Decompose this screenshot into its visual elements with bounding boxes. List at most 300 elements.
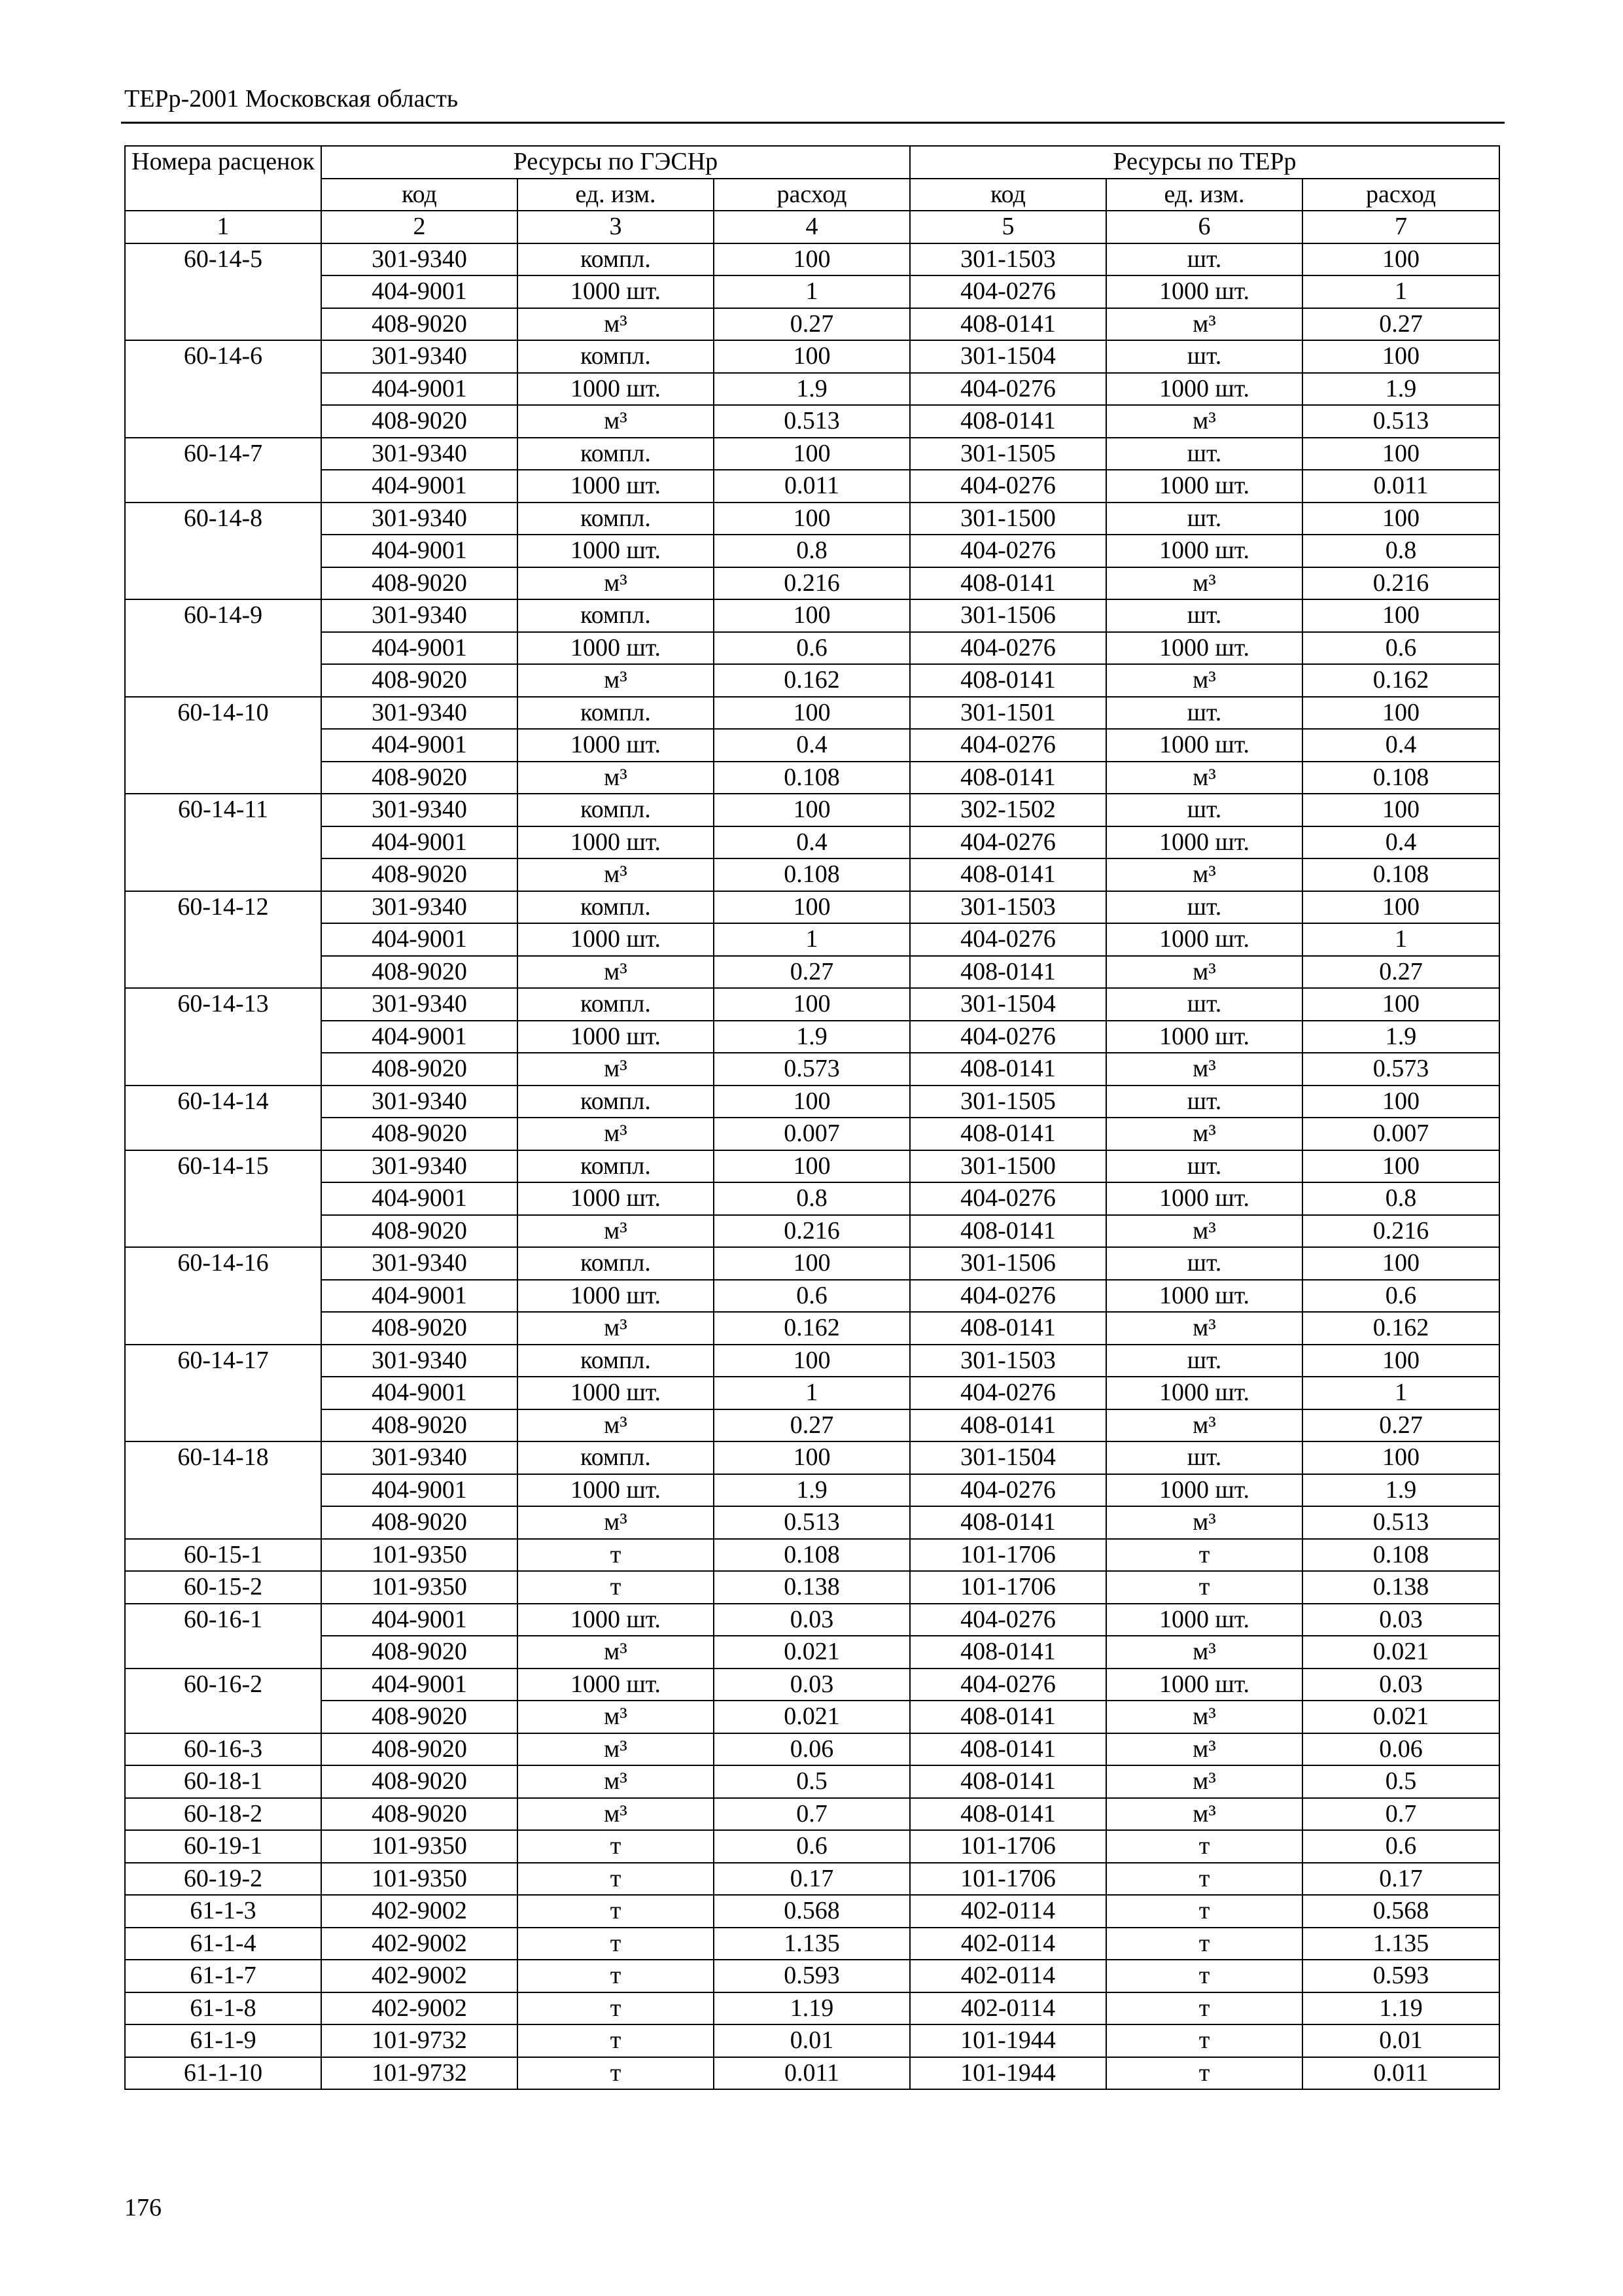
rate-number-cell: 60-18-1 [125,1765,321,1798]
header-divider [121,122,1505,124]
terr-code-cell: 404-0276 [910,1021,1106,1053]
gesn-code-cell: 408-9020 [321,1312,517,1345]
resources-table-body [125,146,1499,2089]
terr-consumption-cell: 0.4 [1302,729,1499,762]
terr-unit-cell: 1000 шт. [1106,1021,1302,1053]
terr-consumption-cell: 0.7 [1302,1798,1499,1831]
gesn-unit-cell: м³ [517,1409,714,1442]
terr-code-cell: 402-0114 [910,1992,1106,2025]
gesn-unit-cell: 1000 шт. [517,1377,714,1409]
gesn-unit-cell: компл. [517,891,714,924]
gesn-consumption-cell: 1 [714,923,910,956]
gesn-consumption-cell: 0.03 [714,1604,910,1636]
terr-unit-cell: 1000 шт. [1106,1182,1302,1215]
gesn-consumption-cell: 1.135 [714,1928,910,1960]
terr-consumption-cell: 0.8 [1302,535,1499,567]
gesn-unit-cell: 1000 шт. [517,275,714,308]
terr-unit-cell: шт. [1106,1441,1302,1474]
terr-consumption-cell: 100 [1302,503,1499,535]
terr-code-cell: 408-0141 [910,1506,1106,1539]
rate-number-cell: 60-14-16 [125,1247,321,1345]
rate-number-cell: 60-14-5 [125,243,321,341]
table-row [125,243,1499,276]
gesn-consumption-cell: 100 [714,503,910,535]
gesn-consumption-cell: 100 [714,340,910,373]
gesn-code-cell: 408-9020 [321,405,517,438]
gesn-code-cell: 301-9340 [321,1441,517,1474]
gesn-unit-cell: компл. [517,503,714,535]
terr-consumption-cell: 100 [1302,599,1499,632]
terr-code-cell: 408-0141 [910,956,1106,989]
gesn-unit-cell: т [517,1539,714,1572]
terr-unit-cell: 1000 шт. [1106,1377,1302,1409]
gesn-code-cell: 408-9020 [321,956,517,989]
gesn-code-cell: 301-9340 [321,340,517,373]
gesn-consumption-cell: 0.216 [714,567,910,600]
terr-consumption-cell: 100 [1302,697,1499,730]
rate-number-cell: 61-1-8 [125,1992,321,2025]
terr-consumption-cell: 100 [1302,243,1499,276]
rate-number-cell: 60-18-2 [125,1798,321,1831]
gesn-code-cell: 408-9020 [321,1636,517,1669]
terr-unit-cell: шт. [1106,1247,1302,1280]
terr-unit-cell: шт. [1106,1086,1302,1118]
gesn-unit-header: ед. изм. [517,179,714,211]
terr-resources-header: Ресурсы по ТЕРр [910,146,1499,179]
terr-code-cell: 101-1944 [910,2024,1106,2057]
table-row [125,1895,1499,1928]
gesn-code-cell: 301-9340 [321,438,517,470]
terr-consumption-cell: 0.216 [1302,1215,1499,1248]
table-row [125,1798,1499,1831]
gesn-code-cell: 301-9340 [321,599,517,632]
table-row [125,275,1499,308]
terr-code-cell: 301-1503 [910,1345,1106,1377]
table-row [125,405,1499,438]
terr-consumption-cell: 0.4 [1302,826,1499,859]
gesn-consumption-cell: 0.27 [714,1409,910,1442]
table-row [125,826,1499,859]
terr-code-cell: 101-1706 [910,1830,1106,1863]
table-row [125,1182,1499,1215]
terr-consumption-cell: 0.513 [1302,1506,1499,1539]
terr-code-cell: 408-0141 [910,405,1106,438]
terr-code-cell: 301-1500 [910,1150,1106,1183]
gesn-unit-cell: компл. [517,794,714,826]
gesn-unit-cell: м³ [517,664,714,697]
terr-code-cell: 301-1500 [910,503,1106,535]
terr-consumption-cell: 1.19 [1302,1992,1499,2025]
gesn-consumption-cell: 0.4 [714,729,910,762]
terr-consumption-cell: 0.021 [1302,1701,1499,1733]
gesn-code-cell: 301-9340 [321,243,517,276]
terr-unit-cell: т [1106,1960,1302,1992]
gesn-unit-cell: т [517,1928,714,1960]
gesn-consumption-cell: 100 [714,1086,910,1118]
rate-number-cell: 60-14-11 [125,794,321,891]
terr-code-cell: 301-1505 [910,438,1106,470]
gesn-code-cell: 408-9020 [321,1506,517,1539]
gesn-consumption-cell: 0.162 [714,664,910,697]
terr-consumption-cell: 0.27 [1302,308,1499,341]
gesn-consumption-cell: 0.573 [714,1053,910,1086]
terr-unit-cell: м³ [1106,1053,1302,1086]
gesn-unit-cell: т [517,1863,714,1896]
rate-number-cell: 61-1-9 [125,2024,321,2057]
terr-unit-cell: м³ [1106,308,1302,341]
terr-code-cell: 404-0276 [910,923,1106,956]
terr-consumption-cell: 0.108 [1302,1539,1499,1572]
terr-code-cell: 404-0276 [910,1280,1106,1313]
table-row [125,599,1499,632]
gesn-code-cell: 408-9020 [321,858,517,891]
gesn-unit-cell: 1000 шт. [517,1021,714,1053]
gesn-unit-cell: 1000 шт. [517,1604,714,1636]
terr-unit-cell: т [1106,1895,1302,1928]
terr-unit-cell: т [1106,2024,1302,2057]
terr-code-cell: 408-0141 [910,1701,1106,1733]
table-row [125,1247,1499,1280]
gesn-code-cell: 402-9002 [321,1960,517,1992]
terr-code-cell: 404-0276 [910,470,1106,503]
gesn-consumption-cell: 0.6 [714,1280,910,1313]
terr-consumption-cell: 0.6 [1302,1830,1499,1863]
gesn-code-cell: 404-9001 [321,729,517,762]
terr-unit-cell: 1000 шт. [1106,470,1302,503]
rate-number-cell: 61-1-3 [125,1895,321,1928]
terr-unit-cell: шт. [1106,340,1302,373]
gesn-unit-cell: компл. [517,988,714,1021]
column-number: 3 [517,211,714,243]
gesn-consumption-cell: 0.01 [714,2024,910,2057]
gesn-code-cell: 301-9340 [321,1150,517,1183]
terr-unit-cell: шт. [1106,988,1302,1021]
gesn-consumption-cell: 100 [714,1441,910,1474]
terr-consumption-cell: 100 [1302,988,1499,1021]
gesn-consumption-cell: 100 [714,1150,910,1183]
gesn-unit-cell: компл. [517,697,714,730]
terr-unit-cell: м³ [1106,858,1302,891]
terr-code-cell: 408-0141 [910,858,1106,891]
table-row [125,1312,1499,1345]
gesn-code-cell: 404-9001 [321,535,517,567]
rate-number-cell: 61-1-4 [125,1928,321,1960]
terr-unit-cell: т [1106,2057,1302,2090]
gesn-code-header: код [321,179,517,211]
terr-consumption-cell: 0.138 [1302,1571,1499,1604]
gesn-unit-cell: компл. [517,1247,714,1280]
gesn-unit-cell: м³ [517,1053,714,1086]
terr-consumption-cell: 1.135 [1302,1928,1499,1960]
gesn-consumption-cell: 0.011 [714,2057,910,2090]
terr-code-cell: 404-0276 [910,1604,1106,1636]
gesn-code-cell: 408-9020 [321,762,517,794]
column-number: 2 [321,211,517,243]
column-number: 1 [125,211,321,243]
table-row [125,697,1499,730]
gesn-code-cell: 301-9340 [321,1086,517,1118]
terr-code-cell: 408-0141 [910,1215,1106,1248]
terr-code-cell: 301-1505 [910,1086,1106,1118]
terr-code-cell: 302-1502 [910,794,1106,826]
terr-unit-cell: шт. [1106,697,1302,730]
table-row [125,1960,1499,1992]
terr-unit-cell: т [1106,1863,1302,1896]
terr-consumption-cell: 0.162 [1302,664,1499,697]
terr-unit-cell: м³ [1106,1765,1302,1798]
terr-unit-cell: м³ [1106,1733,1302,1766]
rate-number-cell: 60-14-10 [125,697,321,794]
gesn-unit-cell: 1000 шт. [517,632,714,665]
terr-code-cell: 404-0276 [910,632,1106,665]
terr-consumption-cell: 0.17 [1302,1863,1499,1896]
rate-number-cell: 60-14-13 [125,988,321,1086]
column-numbers-row [125,211,1499,243]
terr-consumption-cell: 0.021 [1302,1636,1499,1669]
terr-consumption-cell: 1.9 [1302,1474,1499,1507]
gesn-code-cell: 408-9020 [321,1409,517,1442]
gesn-consumption-cell: 0.6 [714,1830,910,1863]
rate-number-cell: 60-14-6 [125,340,321,438]
terr-consumption-cell: 100 [1302,1441,1499,1474]
terr-consumption-cell: 100 [1302,891,1499,924]
table-row [125,1830,1499,1863]
terr-code-cell: 402-0114 [910,1895,1106,1928]
rate-number-cell: 60-16-3 [125,1733,321,1766]
terr-code-cell: 404-0276 [910,1377,1106,1409]
terr-unit-cell: м³ [1106,1636,1302,1669]
gesn-consumption-cell: 0.162 [714,1312,910,1345]
terr-unit-cell: 1000 шт. [1106,275,1302,308]
gesn-code-cell: 404-9001 [321,1280,517,1313]
gesn-consumption-cell: 0.03 [714,1669,910,1701]
gesn-unit-cell: м³ [517,956,714,989]
gesn-code-cell: 101-9350 [321,1863,517,1896]
gesn-code-cell: 404-9001 [321,923,517,956]
gesn-unit-cell: м³ [517,567,714,600]
terr-unit-cell: шт. [1106,1150,1302,1183]
column-number: 4 [714,211,910,243]
gesn-code-cell: 101-9732 [321,2057,517,2090]
table-row [125,340,1499,373]
resources-table [124,145,1500,2090]
terr-code-cell: 408-0141 [910,1053,1106,1086]
gesn-code-cell: 404-9001 [321,1669,517,1701]
terr-unit-cell: т [1106,1539,1302,1572]
table-row [125,373,1499,406]
table-row [125,470,1499,503]
gesn-unit-cell: м³ [517,1636,714,1669]
terr-unit-cell: 1000 шт. [1106,1280,1302,1313]
gesn-consumption-cell: 0.513 [714,1506,910,1539]
table-row [125,1086,1499,1118]
terr-unit-cell: 1000 шт. [1106,826,1302,859]
table-row [125,1474,1499,1507]
rate-number-cell: 60-14-18 [125,1441,321,1539]
terr-consumption-cell: 0.593 [1302,1960,1499,1992]
rate-number-cell: 60-15-1 [125,1539,321,1572]
terr-unit-cell: шт. [1106,891,1302,924]
terr-code-cell: 408-0141 [910,567,1106,600]
gesn-consumption-cell: 0.5 [714,1765,910,1798]
gesn-code-cell: 404-9001 [321,470,517,503]
terr-consumption-cell: 0.011 [1302,2057,1499,2090]
terr-consumption-cell: 0.6 [1302,1280,1499,1313]
terr-consumption-cell: 0.5 [1302,1765,1499,1798]
gesn-consumption-cell: 100 [714,697,910,730]
gesn-consumption-cell: 0.06 [714,1733,910,1766]
terr-consumption-cell: 0.06 [1302,1733,1499,1766]
table-row [125,664,1499,697]
gesn-code-cell: 408-9020 [321,1701,517,1733]
gesn-unit-cell: 1000 шт. [517,1280,714,1313]
rate-number-cell: 60-16-1 [125,1604,321,1669]
gesn-unit-cell: т [517,1571,714,1604]
table-row [125,923,1499,956]
table-row [125,794,1499,826]
terr-unit-cell: м³ [1106,1215,1302,1248]
gesn-code-cell: 404-9001 [321,1021,517,1053]
terr-code-cell: 408-0141 [910,1798,1106,1831]
gesn-consumption-cell: 0.513 [714,405,910,438]
gesn-code-cell: 408-9020 [321,567,517,600]
gesn-unit-cell: м³ [517,1765,714,1798]
terr-code-cell: 408-0141 [910,1312,1106,1345]
header-row-1 [125,146,1499,179]
column-number: 6 [1106,211,1302,243]
gesn-consumption-cell: 0.216 [714,1215,910,1248]
rate-number-cell: 60-19-2 [125,1863,321,1896]
terr-code-cell: 101-1944 [910,2057,1106,2090]
gesn-unit-cell: м³ [517,1798,714,1831]
gesn-unit-cell: м³ [517,1733,714,1766]
gesn-unit-cell: м³ [517,1215,714,1248]
terr-unit-cell: шт. [1106,438,1302,470]
terr-consumption-cell: 0.8 [1302,1182,1499,1215]
terr-consumption-cell: 100 [1302,1247,1499,1280]
terr-unit-cell: 1000 шт. [1106,1669,1302,1701]
terr-unit-cell: т [1106,1992,1302,2025]
gesn-consumption-cell: 0.27 [714,308,910,341]
gesn-consumption-cell: 0.8 [714,1182,910,1215]
terr-unit-cell: м³ [1106,1312,1302,1345]
gesn-unit-cell: м³ [517,1701,714,1733]
gesn-code-cell: 402-9002 [321,1992,517,2025]
terr-unit-cell: шт. [1106,1345,1302,1377]
terr-unit-cell: м³ [1106,567,1302,600]
terr-code-cell: 404-0276 [910,535,1106,567]
rate-number-cell: 61-1-7 [125,1960,321,1992]
gesn-consumption-cell: 0.108 [714,762,910,794]
gesn-consumption-header: расход [714,179,910,211]
terr-code-cell: 408-0141 [910,308,1106,341]
gesn-code-cell: 404-9001 [321,632,517,665]
gesn-unit-cell: т [517,1895,714,1928]
gesn-code-cell: 408-9020 [321,664,517,697]
terr-unit-cell: 1000 шт. [1106,1604,1302,1636]
gesn-code-cell: 101-9350 [321,1539,517,1572]
terr-unit-cell: 1000 шт. [1106,535,1302,567]
terr-consumption-cell: 0.162 [1302,1312,1499,1345]
table-row [125,2024,1499,2057]
table-row [125,1021,1499,1053]
terr-consumption-header: расход [1302,179,1499,211]
terr-consumption-cell: 1 [1302,275,1499,308]
terr-unit-cell: м³ [1106,664,1302,697]
table-row [125,729,1499,762]
terr-unit-cell: м³ [1106,1118,1302,1150]
gesn-code-cell: 301-9340 [321,1345,517,1377]
terr-unit-cell: м³ [1106,1798,1302,1831]
terr-code-cell: 301-1506 [910,599,1106,632]
table-row [125,503,1499,535]
terr-consumption-cell: 0.27 [1302,956,1499,989]
gesn-code-cell: 408-9020 [321,1798,517,1831]
page-header-title: ТЕРр-2001 Московская область [124,85,459,113]
table-row [125,1150,1499,1183]
terr-unit-cell: м³ [1106,1701,1302,1733]
table-row [125,956,1499,989]
terr-consumption-cell: 0.011 [1302,470,1499,503]
gesn-unit-cell: 1000 шт. [517,1474,714,1507]
gesn-consumption-cell: 1.9 [714,373,910,406]
rate-number-cell: 60-16-2 [125,1669,321,1733]
gesn-unit-cell: м³ [517,762,714,794]
table-row [125,535,1499,567]
terr-consumption-cell: 100 [1302,1150,1499,1183]
gesn-unit-cell: т [517,2024,714,2057]
terr-unit-cell: шт. [1106,503,1302,535]
terr-consumption-cell: 1 [1302,1377,1499,1409]
terr-code-cell: 101-1706 [910,1571,1106,1604]
gesn-unit-cell: 1000 шт. [517,826,714,859]
table-row [125,1604,1499,1636]
table-row [125,762,1499,794]
gesn-consumption-cell: 0.011 [714,470,910,503]
terr-code-cell: 408-0141 [910,1118,1106,1150]
gesn-consumption-cell: 100 [714,438,910,470]
gesn-unit-cell: т [517,1960,714,1992]
rate-number-cell: 60-14-7 [125,438,321,503]
gesn-code-cell: 301-9340 [321,891,517,924]
gesn-code-cell: 404-9001 [321,1182,517,1215]
table-row [125,1409,1499,1442]
terr-unit-cell: шт. [1106,794,1302,826]
table-row [125,1992,1499,2025]
gesn-unit-cell: компл. [517,1345,714,1377]
gesn-consumption-cell: 0.568 [714,1895,910,1928]
gesn-consumption-cell: 1.9 [714,1474,910,1507]
gesn-code-cell: 402-9002 [321,1928,517,1960]
terr-unit-cell: 1000 шт. [1106,729,1302,762]
gesn-consumption-cell: 0.007 [714,1118,910,1150]
terr-consumption-cell: 0.27 [1302,1409,1499,1442]
rate-number-cell: 60-14-17 [125,1345,321,1442]
gesn-unit-cell: 1000 шт. [517,535,714,567]
table-row [125,1701,1499,1733]
gesn-code-cell: 404-9001 [321,1377,517,1409]
gesn-code-cell: 408-9020 [321,1118,517,1150]
gesn-consumption-cell: 100 [714,1247,910,1280]
terr-consumption-cell: 0.007 [1302,1118,1499,1150]
terr-code-cell: 404-0276 [910,275,1106,308]
gesn-unit-cell: компл. [517,1150,714,1183]
terr-consumption-cell: 0.108 [1302,762,1499,794]
terr-unit-cell: т [1106,1830,1302,1863]
terr-unit-cell: м³ [1106,1506,1302,1539]
terr-consumption-cell: 1 [1302,923,1499,956]
terr-code-cell: 408-0141 [910,1733,1106,1766]
